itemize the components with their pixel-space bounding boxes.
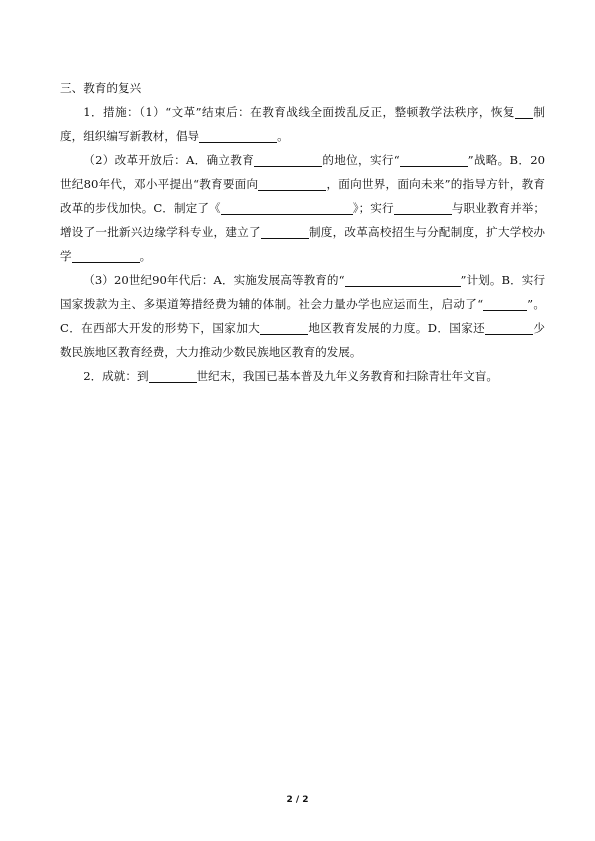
- fill-blank[interactable]: [149, 368, 197, 383]
- measures-text: 地区教育发展的力度。D．国家还: [308, 321, 486, 335]
- fill-blank[interactable]: [254, 152, 322, 167]
- measures-text: 1．措施：（1）“文革”结束后：在教育战线全面拨乱反正，整顿教学法秩序，恢复: [83, 105, 515, 119]
- measures-text: ，面向世界，面向未来”的指导方针，教育改革的步伐加快。C．制定了《: [60, 177, 545, 215]
- section-heading-text: 三、教育的复兴: [60, 81, 142, 95]
- measures-text: 。: [277, 129, 289, 143]
- measures-text: 制度，改革高校招生与分配制度，扩大学校办学: [60, 225, 545, 263]
- fill-blank[interactable]: [400, 152, 468, 167]
- measures-paragraph-1: [60, 100, 545, 148]
- measures-text: 。: [139, 249, 152, 263]
- measures-text: 与职业教育并举；增设了一批新兴边缘学科专业，建立了: [60, 201, 546, 239]
- measures-text: （2）改革开放后：A．确立教育: [83, 153, 255, 167]
- measures-text: ”战略。B．20世纪80年代，邓小平提出“教育要面向: [60, 153, 546, 191]
- fill-blank[interactable]: [261, 224, 309, 239]
- fill-blank[interactable]: [394, 200, 452, 215]
- measures-text: 少数民族地区教育经费，大力推动少数民族地区教育的发展。: [60, 321, 545, 359]
- achievement-text: 世纪末，我国已基本普及九年义务教育和扫除青壮年文盲。: [196, 369, 498, 383]
- achievement-text: 2．成就：到: [83, 369, 149, 383]
- measures-text: ”。C．在西部大开发的形势下，国家加大: [60, 297, 545, 335]
- fill-blank[interactable]: [515, 104, 533, 119]
- document-content: [60, 76, 545, 388]
- fill-blank[interactable]: [199, 128, 277, 143]
- fill-blank[interactable]: [72, 248, 140, 263]
- measures-paragraph-2: [60, 148, 545, 268]
- measures-paragraph-3: [60, 268, 545, 364]
- measures-text: （3）20世纪90年代后：A．实施发展高等教育的“: [83, 273, 345, 287]
- section-heading: [60, 76, 545, 100]
- fill-blank[interactable]: [485, 320, 533, 335]
- fill-blank[interactable]: [221, 200, 353, 215]
- measures-text: ”计划。B．实行国家拨款为主、多渠道筹措经费为辅的体制。社会力量办学也应运而生，启动了“: [60, 273, 545, 311]
- measures-text: 制度，组织编写新教材，倡导: [60, 105, 545, 143]
- fill-blank[interactable]: [483, 296, 527, 311]
- fill-blank[interactable]: [258, 176, 326, 191]
- measures-text: 的地位，实行“: [322, 153, 400, 167]
- achievement-paragraph: [60, 364, 545, 388]
- page-number: 2 / 2: [286, 795, 309, 805]
- measures-text: 》；实行: [352, 201, 394, 215]
- fill-blank[interactable]: [345, 272, 461, 287]
- fill-blank[interactable]: [260, 320, 308, 335]
